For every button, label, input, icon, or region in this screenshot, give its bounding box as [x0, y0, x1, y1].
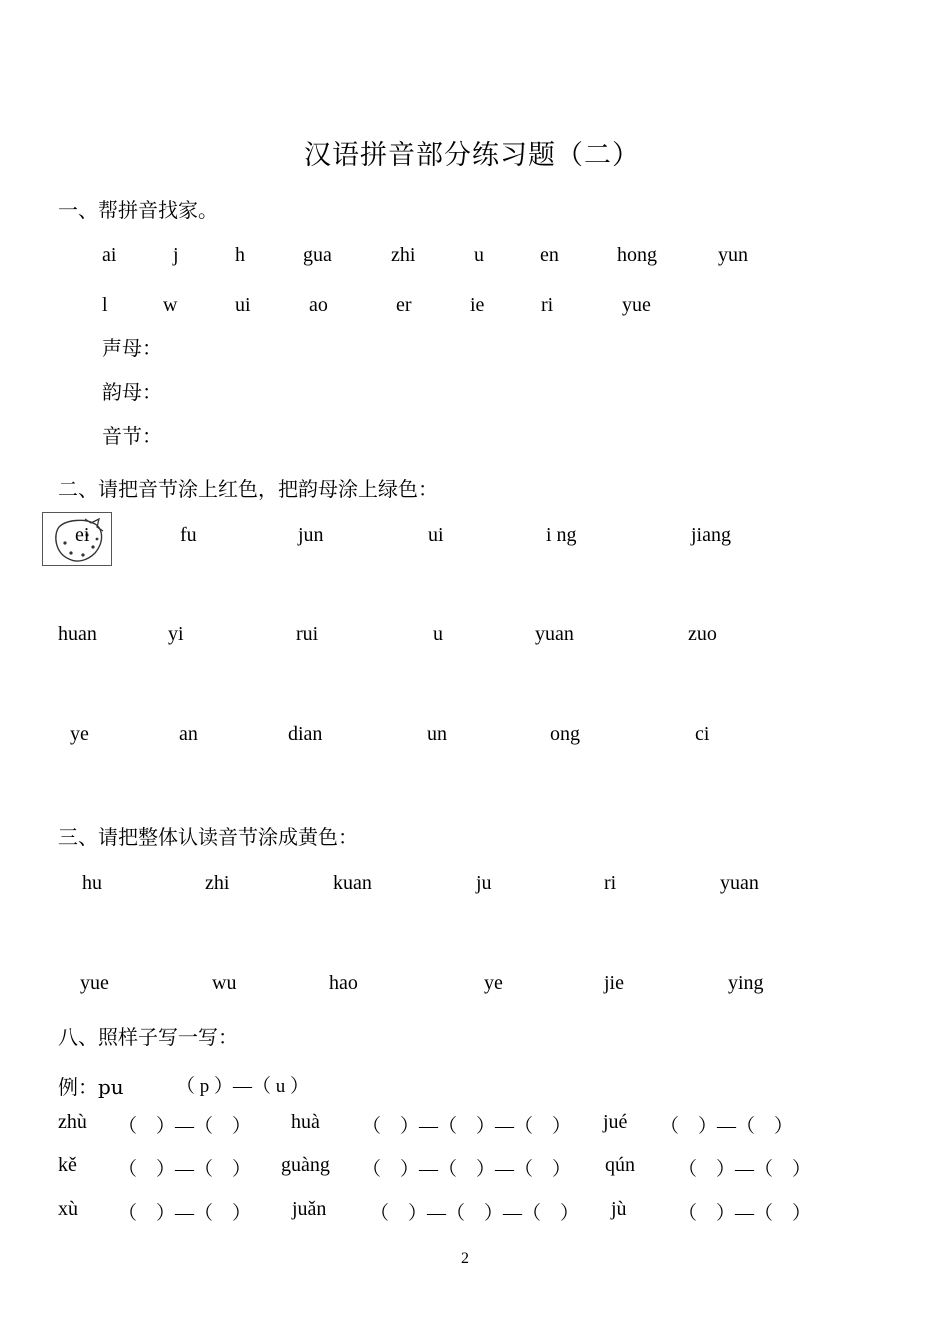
example-label: 例：pu	[58, 1075, 124, 1099]
exercise-syllable: juǎn	[292, 1198, 327, 1220]
syllable: ui	[235, 294, 251, 316]
syllable: hu	[82, 872, 102, 894]
answer-label-initials: 声母：	[102, 336, 162, 360]
syllable: h	[235, 244, 245, 266]
syllable: w	[163, 294, 178, 316]
answer-blanks: （ ）—（ ）—（ ）	[362, 1159, 572, 1180]
syllable: dian	[288, 723, 323, 745]
syllable: ye	[70, 723, 89, 745]
syllable: jun	[298, 524, 324, 546]
section-1-heading: 一、帮拼音找家。	[58, 198, 218, 222]
syllable: yun	[718, 244, 748, 266]
answer-blanks: （ ）—（ ）	[118, 1116, 252, 1137]
syllable: jie	[604, 972, 624, 994]
exercise-syllable: zhù	[58, 1111, 87, 1133]
syllable: jiang	[691, 524, 731, 546]
answer-blanks: （ ）—（ ）	[660, 1116, 794, 1137]
exercise-syllable: qún	[605, 1154, 635, 1176]
syllable: ying	[728, 972, 764, 994]
section-8-heading: 八、照样子写一写：	[58, 1025, 238, 1049]
syllable: yuan	[535, 623, 574, 645]
syllable: fu	[180, 524, 197, 546]
page-title: 汉语拼音部分练习题（二）	[304, 140, 640, 171]
syllable: i ng	[546, 524, 577, 546]
exercise-syllable: guàng	[281, 1154, 330, 1176]
answer-label-finals: 韵母：	[102, 380, 162, 404]
syllable: u	[433, 623, 443, 645]
section-3-heading: 三、请把整体认读音节涂成黄色：	[58, 825, 358, 849]
syllable: zhi	[205, 872, 230, 894]
syllable: en	[540, 244, 559, 266]
syllable: ye	[484, 972, 503, 994]
syllable: gua	[303, 244, 332, 266]
syllable: ju	[476, 872, 492, 894]
example-answer: （ p ）—（ u ）	[176, 1076, 310, 1097]
answer-blanks: （ ）—（ ）	[678, 1159, 812, 1180]
syllable: huan	[58, 623, 97, 645]
syllable: yue	[622, 294, 651, 316]
syllable: ui	[428, 524, 444, 546]
example-syllable: ei	[75, 524, 90, 546]
syllable: ie	[470, 294, 485, 316]
syllable: hong	[617, 244, 657, 266]
answer-blanks: （ ）—（ ）—（ ）	[362, 1116, 572, 1137]
exercise-syllable: kě	[58, 1154, 77, 1176]
syllable: ai	[102, 244, 117, 266]
syllable: zuo	[688, 623, 717, 645]
syllable: rui	[296, 623, 319, 645]
syllable: ao	[309, 294, 328, 316]
syllable: ri	[541, 294, 554, 316]
syllable: ri	[604, 872, 617, 894]
syllable: hao	[329, 972, 358, 994]
syllable: yi	[168, 623, 184, 645]
section-2-heading: 二、请把音节涂上红色，把韵母涂上绿色：	[58, 477, 438, 501]
syllable: wu	[212, 972, 237, 994]
answer-label-syllables: 音节：	[102, 424, 162, 448]
syllable: un	[427, 723, 447, 745]
answer-blanks: （ ）—（ ）—（ ）	[370, 1203, 580, 1224]
answer-blanks: （ ）—（ ）	[678, 1203, 812, 1224]
syllable: l	[102, 294, 108, 316]
strawberry-example	[42, 512, 112, 566]
syllable: yue	[80, 972, 109, 994]
answer-blanks: （ ）—（ ）	[118, 1159, 252, 1180]
syllable: er	[396, 294, 412, 316]
syllable: j	[173, 244, 179, 266]
answer-blanks: （ ）—（ ）	[118, 1203, 252, 1224]
exercise-syllable: huà	[291, 1111, 320, 1133]
page-number: 2	[461, 1250, 469, 1267]
syllable: kuan	[333, 872, 372, 894]
syllable: u	[474, 244, 484, 266]
syllable: ong	[550, 723, 580, 745]
syllable: ci	[695, 723, 710, 745]
syllable: zhi	[391, 244, 416, 266]
exercise-syllable: xù	[58, 1198, 78, 1220]
exercise-syllable: jù	[611, 1198, 627, 1220]
syllable: an	[179, 723, 198, 745]
exercise-syllable: jué	[603, 1111, 628, 1133]
syllable: yuan	[720, 872, 759, 894]
